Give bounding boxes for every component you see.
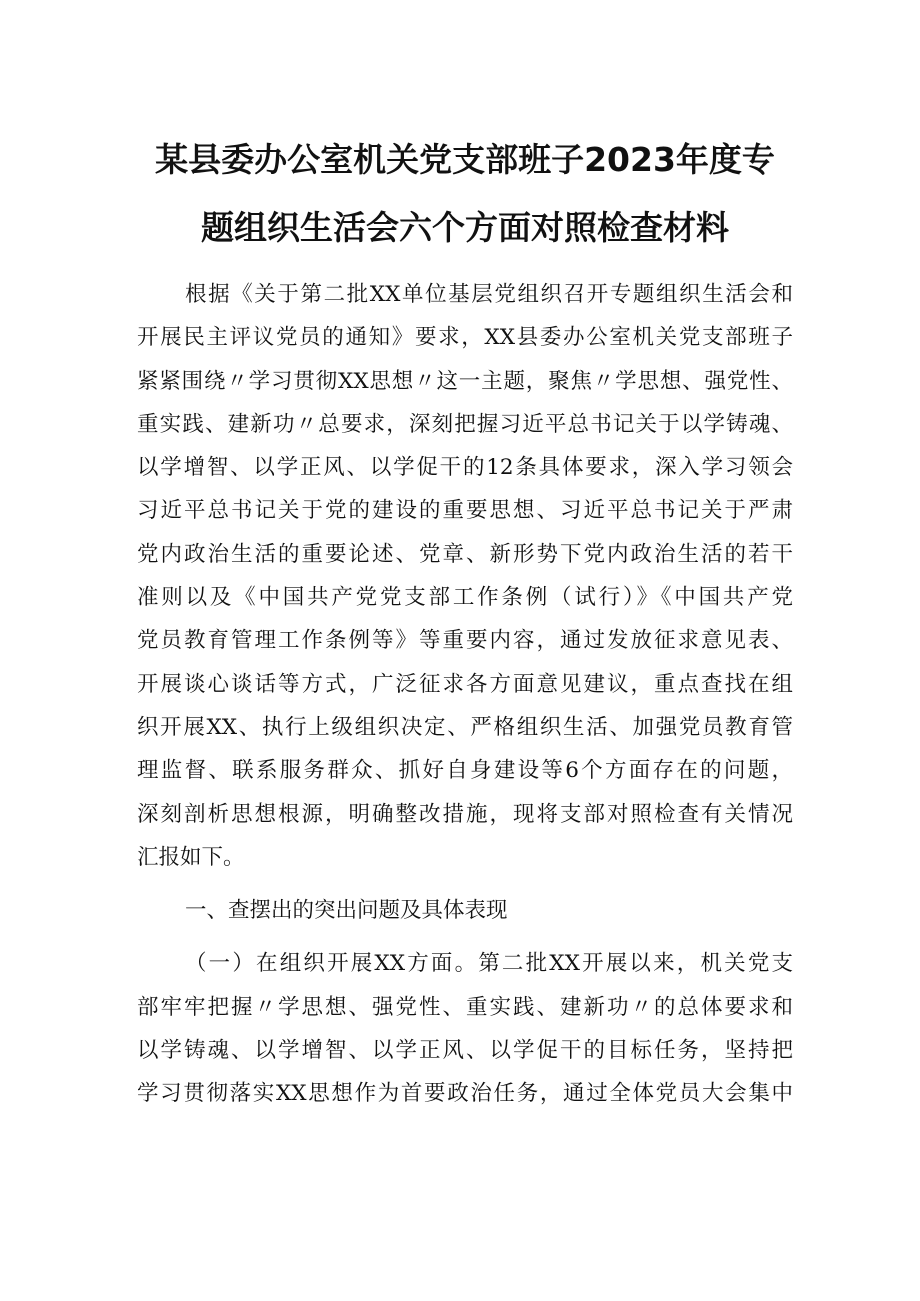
section-paragraph — [137, 942, 793, 1115]
paragraph-line: 开展谈心谈话等方式，广泛征求各方面意见建议，重点查找在组 — [137, 671, 793, 697]
paragraph-line: 织开展XX、执行上级组织决定、严格组织生活、加强党员教育管 — [137, 714, 793, 740]
paragraph-line: 深刻剖析思想根源，明确整改措施，现将支部对照检查有关情况 — [137, 801, 793, 827]
paragraph-line: 学习贯彻落实XX思想作为首要政治任务，通过全体党员大会集中 — [137, 1081, 793, 1107]
paragraph-line: 习近平总书记关于党的建设的重要思想、习近平总书记关于严肃 — [137, 498, 793, 524]
paragraph-line: 以学增智、以学正风、以学促干的12条具体要求，深入学习领会 — [137, 455, 793, 481]
paragraph-line: 部牢牢把握〃学思想、强党性、重实践、建新功〃的总体要求和 — [137, 994, 793, 1020]
paragraph-line: 重实践、建新功〃总要求，深刻把握习近平总书记关于以学铸魂、 — [137, 411, 793, 437]
paragraph-line: 汇报如下。 — [137, 844, 245, 870]
intro-paragraph — [137, 273, 793, 879]
paragraph-gap — [137, 879, 793, 889]
paragraph-line: （一）在组织开展XX方面。第二批XX开展以来，机关党支 — [185, 951, 793, 977]
paragraph-line: 根据《关于第二批XX单位基层党组织召开专题组织生活会和 — [185, 282, 793, 307]
paragraph-line: 党员教育管理工作条例等》等重要内容，通过发放征求意见表、 — [137, 628, 793, 654]
section-heading: 一、查摆出的突出问题及具体表现 — [185, 898, 508, 924]
paragraph-line: 以学铸魂、以学增智、以学正风、以学促干的目标任务，坚持把 — [137, 1038, 793, 1064]
paragraph-line: 准则以及《中国共产党党支部工作条例（试行）》《中国共产党 — [137, 585, 793, 611]
paragraph-line: 紧紧围绕〃学习贯彻XX思想〃这一主题，聚焦〃学思想、强党性、 — [137, 368, 793, 394]
document-body — [137, 273, 793, 1116]
paragraph-line: 党内政治生活的重要论述、党章、新形势下党内政治生活的若干 — [137, 541, 793, 567]
paragraph-gap — [137, 932, 793, 942]
paragraph-line: 开展民主评议党员的通知》要求，XX县委办公室机关党支部班子 — [137, 325, 793, 351]
title-line-2: 题组织生活会六个方面对照检查材料 — [201, 208, 729, 247]
title-line-1: 某县委办公室机关党支部班子2023年度专 — [155, 140, 775, 179]
paragraph-line: 理监督、联系服务群众、抓好自身建设等6个方面存在的问题， — [137, 758, 793, 784]
document-title — [120, 130, 810, 258]
